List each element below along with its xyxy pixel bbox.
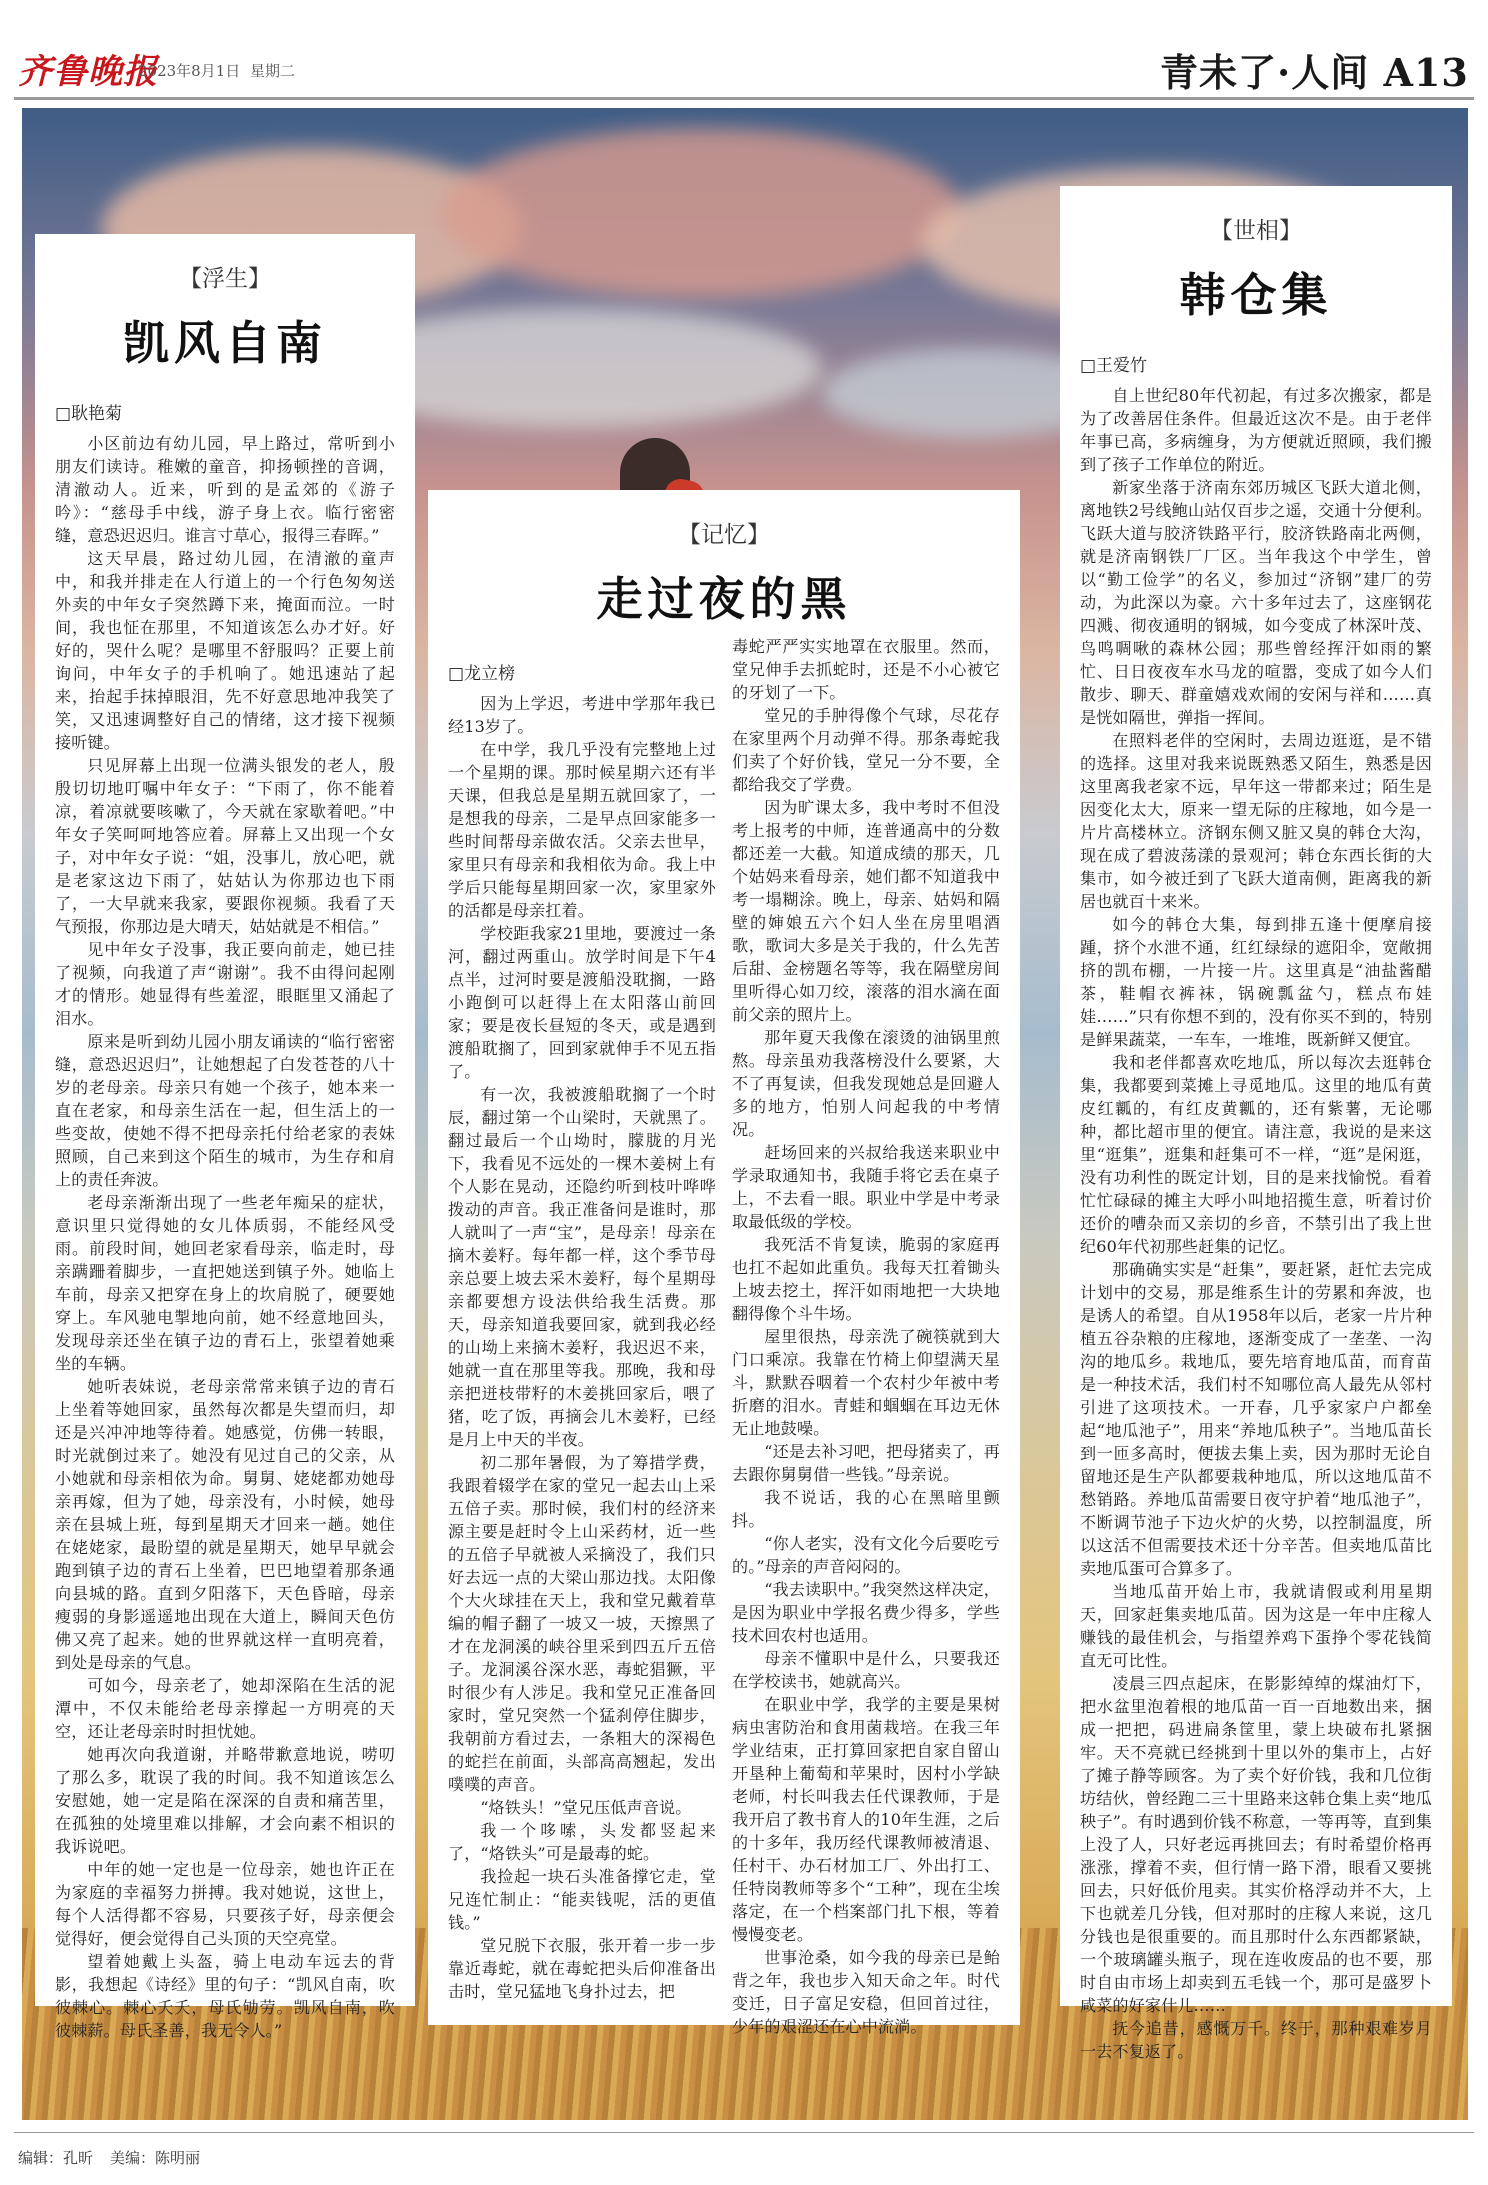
paragraph: 新家坐落于济南东郊历城区飞跃大道北侧，离地铁2号线鲍山站仅百步之遥，交通十分便利。飞跃大道与胶济铁路平行，胶济铁路南北两侧，就是济南钢铁厂厂区。当年我这个中学生，曾以“勤工俭学”的名义，参加过“济钢”建厂的劳动，为此深以为豪。六十多年过去了，这座钢花四溅、彻夜通明的钢城，如今变成了林深叶茂、鸟鸣啁啾的森林公园；那些曾经挥汗如雨的繁忙、日日夜夜车水马龙的喧嚣，变成了如今人们散步、聊天、群童嬉戏欢闹的安闲与祥和……真是恍如隔世，弹指一挥间。 xyxy=(1080,478,1432,727)
paragraph: “你人老实，没有文化今后要吃亏的。”母亲的声音闷闷的。 xyxy=(732,1534,1000,1576)
paragraph: 毒蛇严严实实地罩在衣服里。然而，堂兄伸手去抓蛇时，还是不小心被它的牙划了一下。 xyxy=(732,637,1000,702)
paragraph: 我和老伴都喜欢吃地瓜，所以每次去逛韩仓集，我都要到菜摊上寻觅地瓜。这里的地瓜有黄皮红瓤的，有红皮黄瓤的，还有紫薯，无论哪种，都比超市里的便宜。请注意，我说的是来这里“逛集”，逛集和赶集可不一样，“逛”是闲逛，没有功利性的既定计划，目的是来找愉悦。看着忙忙碌碌的摊主大呼小叫地招揽生意，听着讨价还价的嘈杂而又亲切的乡音，不禁引出了我上世纪60年代初那些赶集的记忆。 xyxy=(1080,1053,1432,1256)
paragraph: 我死活不肯复读，脆弱的家庭再也扛不起如此重负。我每天扛着锄头上坡去挖土，挥汗如雨地把一大块地翻得像个斗牛场。 xyxy=(732,1235,1000,1323)
paragraph: “我去读职中。”我突然这样决定，是因为职业中学报名费少得多，学些技术回农村也适用。 xyxy=(732,1580,1000,1645)
article-column-1 xyxy=(448,664,716,2001)
paragraph: 只见屏幕上出现一位满头银发的老人，殷殷切切地叮嘱中年女子：“下雨了，你不能着凉，着凉就要咳嗽了，今天就在家歇着吧。”中年女子笑呵呵地答应着。屏幕上又出现一个女子，对中年女子说：“姐，没事儿，放心吧，就是老家这边下雨了，姑姑认为你那边也下雨了，一大早就来我家，要跟你视频。我看了天气预报，你那边是大晴天，姑姑就是不相信。” xyxy=(55,756,395,936)
header-rule xyxy=(14,97,1474,100)
paragraph: “还是去补习吧，把母猪卖了，再去跟你舅舅借一些钱。”母亲说。 xyxy=(732,1442,1000,1484)
article-author: □耿艳菊 xyxy=(55,404,123,424)
newspaper-logo: 齐鲁晚报 xyxy=(18,52,158,92)
paragraph: 堂兄的手肿得像个气球，尽花存在家里两个月动弹不得。那条毒蛇我们卖了个好价钱，堂兄一分不要，全都给我交了学费。 xyxy=(732,706,1000,794)
paragraph: 那确确实实是“赶集”，要赶紧，赶忙去完成计划中的交易，那是维系生计的劳累和奔波，也是诱人的希望。自从1958年以后，老家一片片种植五谷杂粮的庄稼地，逐渐变成了一垄垄、一沟沟的地瓜乡。栽地瓜，要先培育地瓜苗，而育苗是一种技术活，我们村不知哪位高人最先从邻村引进了这项技术。一开春，几乎家家户户都垒起“地瓜池子”，用来“养地瓜秧子”。当地瓜苗长到一匝多高时，便拔去集上卖，因为那时无论自留地还是生产队都要栽种地瓜，所以这地瓜苗不愁销路。养地瓜苗需要日夜守护着“地瓜池子”，不断调节池子下边火炉的火势，以控制温度，所以这活不但需要技术还十分辛苦。但卖地瓜苗比卖地瓜蛋可合算多了。 xyxy=(1080,1260,1432,1578)
paragraph: 自上世纪80年代初起，有过多次搬家，都是为了改善居住条件。但最近这次不是。由于老伴年事已高，多病缠身，为方便就近照顾，我们搬到了孩子工作单位的附近。 xyxy=(1080,386,1432,474)
paragraph: 因为旷课太多，我中考时不但没考上报考的中师，连普通高中的分数都还差一大截。知道成绩的那天，几个姑妈来看母亲，她们都不知道我中考一塌糊涂。晚上，母亲、姑妈和隔壁的婶娘五六个妇人坐在房里唱酒歌，歌词大多是关于我的，什么先苦后甜、金榜题名等等，我在隔壁房间里听得心如刀绞，滚落的泪水滴在面前父亲的照片上。 xyxy=(732,798,1000,1024)
article-title: 韩仓集 xyxy=(1179,268,1333,322)
paragraph: 我一个哆嗦，头发都竖起来了，“烙铁头”可是最毒的蛇。 xyxy=(448,1821,716,1863)
paragraph: 因为上学迟，考进中学那年我已经13岁了。 xyxy=(448,694,716,736)
issue-date: 2023年8月1日 xyxy=(138,62,241,80)
paragraph: 我不说话，我的心在黑暗里颤抖。 xyxy=(732,1488,1000,1530)
paragraph: 抚今追昔，感慨万千。终于，那种艰难岁月一去不复返了。 xyxy=(1080,2019,1432,2061)
article-body xyxy=(55,432,395,2072)
paragraph: 小区前边有幼儿园，早上路过，常听到小朋友们读诗。稚嫩的童音，抑扬顿挫的音调，清澈动人。近来，听到的是孟郊的《游子吟》：“慈母手中线，游子身上衣。临行密密缝，意恐迟迟归。谁言寸草心，报得三春晖。” xyxy=(55,434,395,545)
paragraph: 这天早晨，路过幼儿园，在清澈的童声中，和我并排走在人行道上的一个行色匆匆送外卖的中年女子突然蹲下来，掩面而泣。一时间，我也怔在那里，不知道该怎么办才好。好好的，哭什么呢？是哪里不舒服吗？正要上前询问，中年女子的手机响了。她迅速站了起来，抬起手抹掉眼泪，先不好意思地冲我笑了笑，又迅速调整好自己的情绪，这才接下视频接听键。 xyxy=(55,549,395,752)
paragraph: 当地瓜苗开始上市，我就请假或利用星期天，回家赶集卖地瓜苗。因为这是一年中庄稼人赚钱的最佳机会，与指望养鸡下蛋挣个零花钱简直无可比性。 xyxy=(1080,1582,1432,1670)
paragraph: 学校距我家21里地，要渡过一条河，翻过两重山。放学时间是下午4点半，过河时要是渡船没耽搁，一路小跑倒可以赶得上在太阳落山前回家；要是夜长昼短的冬天，或是遇到渡船耽搁了，回到家就伸手不见五指了。 xyxy=(448,924,716,1081)
column-tag: 【记忆】 xyxy=(678,522,770,548)
article-title: 凯风自南 xyxy=(123,316,327,370)
article-title: 走过夜的黑 xyxy=(596,572,852,626)
cloud-shape xyxy=(442,128,962,298)
article-author: □龙立榜 xyxy=(448,664,516,684)
paragraph: 原来是听到幼儿园小朋友诵读的“临行密密缝，意恐迟迟归”，让她想起了白发苍苍的八十岁的老母亲。母亲只有她一个孩子，她本来一直在老家，和母亲生活在一起，但生活上的一些变故，使她不得不把母亲托付给老家的表妹照顾，自己来到这个陌生的城市，为生存和肩上的责任奔波。 xyxy=(55,1032,395,1189)
paragraph: 凌晨三四点起床，在影影绰绰的煤油灯下，把水盆里泡着根的地瓜苗一百一百地数出来，捆成一把把，码进扁条筐里，蒙上块破布扎紧捆牢。天不亮就已经挑到十里以外的集市上，占好了摊子静等顾客。为了卖个好价钱，我和几位街坊结伙，曾经跑二三十里路来这韩仓集上卖“地瓜秧子”。有时遇到价钱不称意，一等再等，直到集上没了人，只好老远再挑回去；有时希望价格再涨涨，撑着不卖，但行情一路下滑，眼看又要挑回去，只好低价甩卖。其实价格浮动并不大，上下也就差几分钱，但对那时的庄稼人来说，这几分钱也是很重要的。而且那时什么东西都紧缺，一个玻璃罐头瓶子，现在连收废品的也不要，那时自由市场上却卖到五毛钱一个，那可是盛罗卜咸菜的好家什儿…… xyxy=(1080,1674,1432,2015)
paragraph: 那年夏天我像在滚烫的油锅里煎熬。母亲虽劝我落榜没什么要紧，大不了再复读，但我发现她总是回避人多的地方，怕别人问起我的中考情况。 xyxy=(732,1028,1000,1139)
paragraph: 望着她戴上头盔，骑上电动车远去的背影，我想起《诗经》里的句子：“凯风自南，吹彼棘心。棘心夭夭，母氏劬劳。凯风自南，吹彼棘薪。母氏圣善，我无令人。” xyxy=(55,1952,395,2040)
art-editor-credit: 美编：陈明丽 xyxy=(110,2149,201,2167)
paragraph: 我捡起一块石头准备撑它走，堂兄连忙制止：“能卖钱呢，活的更值钱。” xyxy=(448,1867,716,1932)
paragraph: 中年的她一定也是一位母亲，她也许正在为家庭的幸福努力拼搏。我对她说，这世上，每个人活得都不容易，只要孩子好，母亲便会觉得好，便会觉得自己头顶的天空亮堂。 xyxy=(55,1860,395,1948)
paragraph: 如今的韩仓大集，每到排五逢十便摩肩接踵，挤个水泄不通，红红绿绿的遮阳伞，宽敞拥挤的凯布棚，一片接一片。这里真是“油盐酱醋茶，鞋帽衣裤袜，锅碗瓢盆勺，糕点布娃娃……”只有你想不到的，没有你买不到的，特别是鲜果蔬菜，一车车，一堆堆，既新鲜又便宜。 xyxy=(1080,915,1432,1049)
issue-weekday: 星期二 xyxy=(250,62,296,80)
footer-rule xyxy=(14,2132,1474,2133)
editor-credit: 编辑：孔昕 xyxy=(18,2149,94,2167)
article-panel-jiyi xyxy=(428,490,1020,2036)
paragraph: 屋里很热，母亲洗了碗筷就到大门口乘凉。我靠在竹椅上仰望满天星斗，默默吞咽着一个农村少年被中考折磨的泪水。青蛙和蝈蝈在耳边无休无止地鼓噪。 xyxy=(732,1327,1000,1438)
paragraph: 她再次向我道谢，并略带歉意地说，唠叨了那么多，耽误了我的时间。我不知道该怎么安慰她，她一定是陷在深深的自责和痛苦里，在孤独的处境里难以排解，才会向素不相识的我诉说吧。 xyxy=(55,1745,395,1856)
article-author: □王爱竹 xyxy=(1080,356,1148,376)
article-panel-fusheng xyxy=(35,234,415,2040)
paragraph: 在照料老伴的空闲时，去周边逛逛，是不错的选择。这里对我来说既熟悉又陌生，熟悉是因这里离我老家不远，早年这一带都来过；陌生是因变化太大，原来一望无际的庄稼地，如今是一片片高楼林立。济钢东侧又脏又臭的韩仓大沟，现在成了碧波荡漾的景观河；韩仓东西长街的大集市，如今被迁到了飞跃大道南侧，距离我的新居也就百十来米。 xyxy=(1080,731,1432,911)
paragraph: 初二那年暑假，为了筹措学费，我跟着辍学在家的堂兄一起去山上采五倍子卖。那时候，我们村的经济来源主要是赶时令上山采药材，近一些的五倍子早就被人采摘没了，我们只好去远一点的大梁山那边找。太阳像个大火球挂在天上，我和堂兄戴着草编的帽子翻了一坡又一坡，天擦黑了才在龙洞溪的峡谷里采到四五斤五倍子。龙洞溪谷深水恶，毒蛇猖獗，平时很少有人涉足。我和堂兄正准备回家时，堂兄突然一个猛刹停住脚步，我朝前方看过去，一条粗大的深褐色的蛇拦在前面，头部高高翘起，发出噗噗的声音。 xyxy=(448,1453,716,1794)
column-tag: 【浮生】 xyxy=(179,266,271,292)
paragraph: 可如今，母亲老了，她却深陷在生活的泥潭中，不仅未能给老母亲撑起一方明亮的天空，还让老母亲时时担忧她。 xyxy=(55,1676,395,1741)
section-page-label: 青未了·人间 A13 xyxy=(1160,50,1469,95)
paragraph: 在中学，我几乎没有完整地上过一个星期的课。那时候星期六还有半天课，但我总是星期五就回家了，一是想我的母亲，二是早点回家能多一些时间帮母亲做农活。父亲去世早，家里只有母亲和我相依为命。我上中学后只能每星期回家一次，家里家外的活都是母亲扛着。 xyxy=(448,740,716,920)
paragraph: 世事沧桑，如今我的母亲已是鲐背之年，我也步入知天命之年。时代变迁，日子富足安稳，但回首过往，少年的艰涩还在心中流淌。 xyxy=(732,1948,1000,2036)
article-body xyxy=(448,635,1000,2036)
column-tag: 【世相】 xyxy=(1210,218,1302,244)
article-column-2 xyxy=(732,635,1000,2036)
paragraph: 赶场回来的兴叔给我送来职业中学录取通知书，我随手将它丢在桌子上，不去看一眼。职业中学是中考录取最低级的学校。 xyxy=(732,1143,1000,1231)
paragraph: 有一次，我被渡船耽搁了一个时辰，翻过第一个山梁时，天就黑了。翻过最后一个山坳时，朦胧的月光下，我看见不远处的一棵木姜树上有个人影在晃动，还隐约听到枝叶哗哗拨动的声音。我正准备问是谁时，那人就叫了一声“宝”，是母亲！母亲在摘木姜籽。每年都一样，这个季节母亲总要上坡去采木姜籽，每个星期母亲都要想方设法供给我生活费。那天，母亲知道我要回家，就到我必经的山坳上来摘木姜籽，我迟迟不来，她就一直在那里等我。那晚，我和母亲把迸枝带籽的木姜挑回家后，喂了猪，吃了饭，再摘会儿木姜籽，已经是月上中天的半夜。 xyxy=(448,1085,716,1449)
paragraph: 她听表妹说，老母亲常常来镇子边的青石上坐着等她回家，虽然每次都是失望而归，却还是兴冲冲地等待着。她感觉，仿佛一转眼，时光就倒过来了。她没有见过自己的父亲，从小她就和母亲相依为命。舅舅、姥姥都劝她母亲再嫁，但为了她，母亲没有，小时候，她母亲在县城上班，每到星期天才回来一趟。她住在姥姥家，最盼望的就是星期天，她早早就会跑到镇子边的青石上坐着，巴巴地望着那条通向县城的路。直到夕阳落下，天色昏暗，母亲瘦弱的身影遥遥地出现在大道上，瞬间天色仿佛又亮了起来。她的世界就这样一直明亮着，到处是母亲的气息。 xyxy=(55,1377,395,1672)
paragraph: “烙铁头！”堂兄压低声音说。 xyxy=(480,1798,692,1817)
paragraph: 母亲不懂职中是什么，只要我还在学校读书，她就高兴。 xyxy=(732,1649,1000,1691)
article-panel-shixiang xyxy=(1060,186,1452,2061)
paragraph: 见中年女子没事，我正要向前走，她已挂了视频，向我道了声“谢谢”。我不由得问起刚才的情形。她显得有些羞涩，眼眶里又涌起了泪水。 xyxy=(55,940,395,1028)
paragraph: 在职业中学，我学的主要是果树病虫害防治和食用菌栽培。在我三年学业结束，正打算回家把自家自留山开垦种上葡萄和苹果时，因村小学缺老师，村长叫我去任代课教师，于是我开启了教书育人的10年生涯，之后的十多年，我历经代课教师被清退、任村干、办石材加工厂、外出打工、任特岗教师等多个“工种”，现在尘埃落定，在一个档案部门扎下根，等着慢慢变老。 xyxy=(732,1695,1000,1944)
paragraph: 老母亲渐渐出现了一些老年痴呆的症状，意识里只觉得她的女儿体质弱，不能经风受雨。前段时间，她回老家看母亲，临走时，母亲蹒跚着脚步，一直把她送到镇子外。她临上车前，母亲又把穿在身上的坎肩脱了，硬要她穿上。车风驰电掣地向前，她不经意地回头，发现母亲还坐在镇子边的青石上，张望着她乘坐的车辆。 xyxy=(55,1193,395,1373)
paragraph: 堂兄脱下衣服，张开着一步一步靠近毒蛇，就在毒蛇把头后仰准备出击时，堂兄猛地飞身扑过去，把 xyxy=(448,1936,716,2001)
article-body xyxy=(1080,384,1432,2061)
